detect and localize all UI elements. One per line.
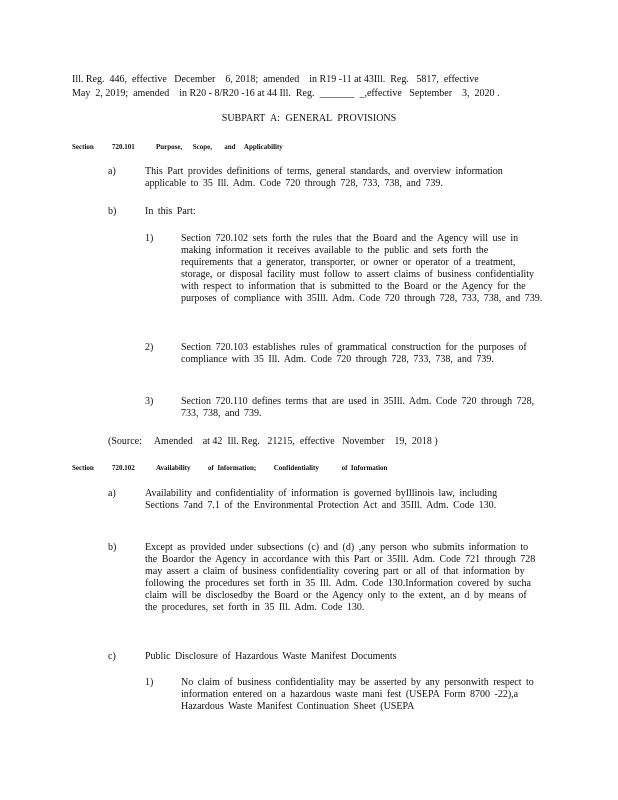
header-line-1: Ill. Reg. 446, effective December 6, 2018; amended in R19 -11 at 43Ill. Reg. 5817, effective	[72, 74, 479, 85]
item-text-a: This Part provides definitions of terms, general standards, and overview information applicable to 35 Ill. Adm. Code 720 through 728, 733, 738, and 739.	[145, 166, 503, 189]
item-text-b: In this Part:	[145, 206, 196, 217]
section-number: 720.102	[112, 464, 135, 472]
subitem-label-1: 1)	[145, 677, 154, 688]
item-label-b: b)	[108, 206, 117, 217]
item-label-a: a)	[108, 166, 116, 177]
subitem-label-2: 2)	[145, 342, 154, 353]
subitem-label-1: 1)	[145, 233, 154, 244]
item-text-a: Availability and confidentiality of information is governed byIllinois law, including Sections 7and 7.1 of the Environmental Protection Act and 35Ill. Adm. Code 130.	[145, 488, 498, 511]
subpart-title: SUBPART A: GENERAL PROVISIONS	[221, 113, 397, 124]
section-title: Availability of Information; Confidentiality of Information	[156, 464, 388, 472]
section-label: Section	[72, 464, 94, 472]
subitem-text-1: Section 720.102 sets forth the rules that the Board and the Agency will use in making information it receives available to the public and sets forth the requirements that a generator, transporter, or owner or operator of a treatment, storage, or disposal facility must follow to assert claims of business confidentiality with respect to information that is submitted to the Board or the Agency for the purposes of compliance with 35Ill. Adm. Code 720 through 728, 733, 738, and 739.	[181, 233, 543, 304]
section-label: Section	[72, 143, 94, 151]
subitem-text-2: Section 720.103 establishes rules of grammatical construction for the purposes of compliance with 35 Ill. Adm. Code 720 through 728, 733, 738, and 739.	[181, 342, 527, 365]
section-title: Purpose, Scope, and Applicability	[156, 143, 283, 151]
item-text-c: Public Disclosure of Hazardous Waste Manifest Documents	[145, 651, 397, 662]
subitem-text-1: No claim of business confidentiality may be asserted by any personwith respect to information entered on a hazardous waste mani fest (USEPA Form 8700 -22),a Hazardous Waste Manifest Continuation Sheet (USEPA	[181, 677, 534, 712]
subitem-label-3: 3)	[145, 396, 154, 407]
source-note: (Source: Amended at 42 Ill. Reg. 21215, effective November 19, 2018 )	[108, 436, 438, 447]
section-number: 720.101	[112, 143, 135, 151]
header-line-2: May 2, 2019; amended in R20 - 8/R20 -16 at 44 Ill. Reg. _______ _,effective September 3, 2020 .	[72, 88, 500, 99]
item-label-a: a)	[108, 488, 116, 499]
subitem-text-3: Section 720.110 defines terms that are used in 35Ill. Adm. Code 720 through 728, 733, 738, and 739.	[181, 396, 535, 419]
item-label-b: b)	[108, 542, 117, 553]
item-label-c: c)	[108, 651, 116, 662]
item-text-b: Except as provided under subsections (c) and (d) ,any person who submits information to the Boardor the Agency in accordance with this Part or 35Ill. Adm. Code 721 through 728 may assert a claim of business confidentiality covering part or all of that information by following the procedures set forth in 35 Ill. Adm. Code 130.Information covered by sucha claim will be disclosedby the Board or the Agency only to the extent, an d by means of the procedures, set forth in 35 Ill. Adm. Code 130.	[145, 542, 536, 613]
